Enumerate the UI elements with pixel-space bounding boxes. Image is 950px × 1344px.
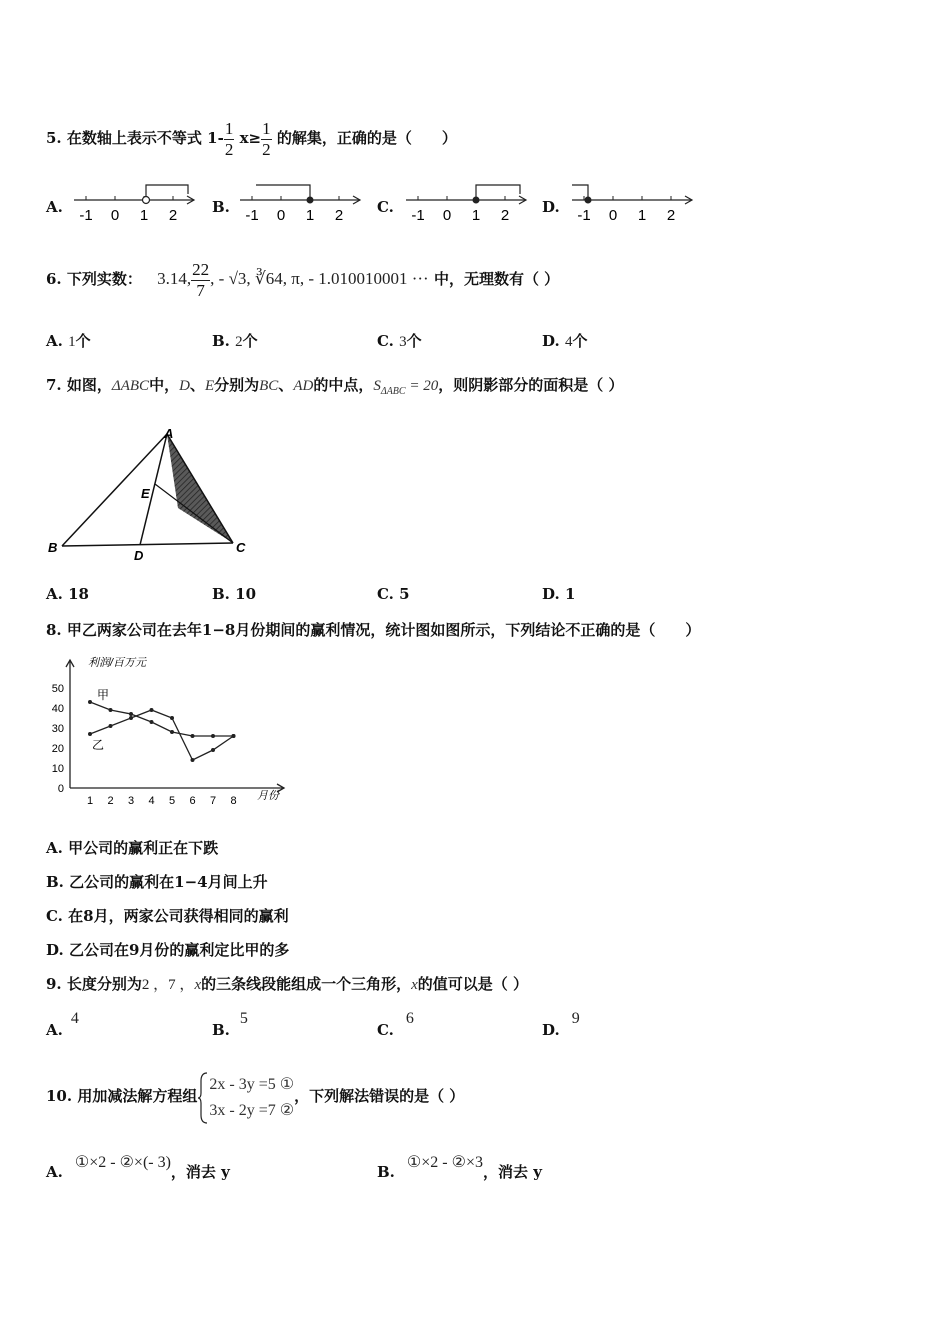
chart-y-tick-label: 0 xyxy=(57,783,64,795)
q5-ineq-left: 1- xyxy=(207,129,224,147)
q10-equation-system xyxy=(197,1067,294,1127)
svg-text:0: 0 xyxy=(276,207,286,224)
svg-text:-1: -1 xyxy=(411,207,425,224)
q8-option-b: B. 乙公司的赢利在1−4月间上升 xyxy=(46,873,268,891)
q6-frac: $\frac{22}{7}$ xyxy=(192,259,210,300)
svg-text:2: 2 xyxy=(334,207,344,224)
chart-x-tick-label: 7 xyxy=(209,795,217,807)
q6-text-after: 中，无理数有（ ） xyxy=(433,270,560,288)
q8-option-c: C. 在8月，两家公司获得相同的赢利 xyxy=(46,907,289,925)
q7-option-d: D. 1 xyxy=(542,585,576,603)
q5-option-c-label: C. xyxy=(377,198,394,216)
q7-math-area: $S_{\Delta ABC} = 20$ xyxy=(373,378,439,397)
chart-x-tick-label: 1 xyxy=(86,795,94,807)
q9-stem xyxy=(46,973,528,994)
chart-point xyxy=(150,720,154,724)
q7-option-a: A. 18 xyxy=(46,585,89,603)
chart-point xyxy=(88,700,92,704)
q5-option-d-label: D. xyxy=(542,198,560,216)
chart-point xyxy=(150,708,154,712)
q9-option-d: D.9 xyxy=(542,1010,580,1039)
q7-label-e: E xyxy=(141,486,150,501)
chart-y-axis-label: 利润/百万元 xyxy=(88,657,147,669)
q9-option-a: A.4 xyxy=(46,1010,79,1039)
q7-text-7: ，则阴影部分的面积是（ ） xyxy=(438,376,624,394)
q5-option-b-label: B. xyxy=(212,198,230,216)
q6-option-c: C. 3个 xyxy=(377,332,422,350)
svg-text:1: 1 xyxy=(305,207,315,224)
chart-point xyxy=(88,732,92,736)
q7-text-3: 、 xyxy=(189,376,205,394)
chart-point xyxy=(129,712,133,716)
q7-math-ad: AD xyxy=(293,378,314,394)
chart-x-tick-label: 8 xyxy=(230,795,237,807)
svg-text:1: 1 xyxy=(637,207,647,224)
q6-option-a: A. 1个 xyxy=(46,332,91,350)
q7-label-b: B xyxy=(48,540,58,555)
q10-eq1: 2x - 3y =5 ① xyxy=(209,1076,295,1093)
q6-math-a: 3.14, xyxy=(157,269,192,288)
svg-text:0: 0 xyxy=(608,207,618,224)
chart-x-tick-label: 4 xyxy=(148,795,155,807)
q9-text-1: 长度分别为 xyxy=(66,975,142,993)
chart-x-tick-label: 6 xyxy=(189,795,196,807)
chart-point xyxy=(170,716,174,720)
q5-text-after: 的解集，正确的是（ ） xyxy=(276,129,457,147)
q5-text-before: 在数轴上表示不等式 xyxy=(66,129,202,147)
svg-text:2: 2 xyxy=(500,207,510,224)
chart-point xyxy=(170,730,174,734)
q10-eq2: 3x - 2y =7 ② xyxy=(209,1102,295,1119)
q5-ineq-mid: x≥ xyxy=(239,129,262,147)
svg-text:1: 1 xyxy=(471,207,481,224)
q7-label-d: D xyxy=(134,548,144,563)
q5-option-b-numberline xyxy=(236,180,366,226)
chart-series-label-yi: 乙 xyxy=(92,738,105,752)
q9-text-2: 的三条线段能组成一个三角形， xyxy=(201,975,412,993)
chart-y-tick-label: 20 xyxy=(51,743,64,755)
q5-option-c-numberline xyxy=(402,180,532,226)
chart-point xyxy=(191,734,195,738)
svg-text:-1: -1 xyxy=(577,207,591,224)
chart-x-tick-label: 2 xyxy=(107,795,114,807)
chart-y-tick-label: 30 xyxy=(51,723,64,735)
q7-number: 7. xyxy=(46,376,62,394)
q8-option-d: D. 乙公司在9月份的赢利定比甲的多 xyxy=(46,941,290,959)
chart-x-tick-label: 3 xyxy=(127,795,135,807)
svg-text:2: 2 xyxy=(666,207,676,224)
q6-option-b: B. 2个 xyxy=(212,332,258,350)
chart-point xyxy=(129,716,133,720)
chart-y-tick-label: 40 xyxy=(51,703,64,715)
q7-text-4: 分别为 xyxy=(214,376,260,394)
chart-series-line-0 xyxy=(90,702,234,736)
q7-triangle-figure xyxy=(44,424,258,566)
q6-math-b: , - √3, ∛64, π, - 1.010010001 ··· xyxy=(210,269,429,288)
q7-math-bc: BC xyxy=(259,378,279,394)
q7-stem xyxy=(46,372,623,405)
q7-text-6: 的中点， xyxy=(313,376,374,394)
q7-math-d: D xyxy=(179,378,190,394)
q6-option-d: D. 4个 xyxy=(542,332,588,350)
chart-point xyxy=(109,708,113,712)
q9-math-values: 2 ，7 ， xyxy=(141,977,195,993)
q5-number: 5. xyxy=(46,129,62,147)
q9-math-x-2: x xyxy=(411,977,418,993)
chart-x-tick-label: 5 xyxy=(168,795,176,807)
chart-point xyxy=(191,758,195,762)
q7-option-c: C. 5 xyxy=(377,585,410,603)
chart-point xyxy=(232,734,236,738)
q9-text-3: 的值可以是（ ） xyxy=(417,975,529,993)
q7-math-e: E xyxy=(204,378,215,394)
q8-option-a: A. 甲公司的赢利正在下跌 xyxy=(46,839,219,857)
chart-axes xyxy=(66,660,284,792)
q9-option-b: B.5 xyxy=(212,1010,248,1039)
chart-x-axis-label: 月份 xyxy=(257,790,279,802)
q8-line-chart xyxy=(44,652,294,812)
q5-stem xyxy=(46,116,457,160)
q6-text-before: 下列实数： xyxy=(66,270,142,288)
q8-number: 8. xyxy=(46,621,62,639)
q10-text-before: 用加减法解方程组 xyxy=(77,1087,198,1105)
chart-series xyxy=(88,700,236,762)
q10-stem xyxy=(46,1066,464,1126)
chart-y-tick-label: 10 xyxy=(51,763,64,775)
q5-option-d-numberline xyxy=(568,180,698,226)
q9-number: 9. xyxy=(46,975,62,993)
chart-y-tick-label: 50 xyxy=(51,683,64,695)
q7-text-2: 中， xyxy=(149,376,180,394)
chart-point xyxy=(211,748,215,752)
q10-number: 10. xyxy=(46,1087,73,1105)
q5-frac-1: $\frac{1}{2}$ xyxy=(224,118,234,159)
svg-text:0: 0 xyxy=(442,207,452,224)
chart-series-label-jia: 甲 xyxy=(97,688,110,702)
q6-stem xyxy=(46,254,559,304)
q7-label-a: A xyxy=(164,426,174,441)
q7-option-b: B. 10 xyxy=(212,585,257,603)
q8-text: 甲乙两家公司在去年1−8月份期间的赢利情况，统计图如图所示，下列结论不正确的是（ ） xyxy=(66,621,701,639)
svg-text:0: 0 xyxy=(110,207,120,224)
chart-point xyxy=(109,724,113,728)
q9-option-c: C.6 xyxy=(377,1010,414,1039)
q5-option-a-numberline xyxy=(70,180,200,226)
svg-text:-1: -1 xyxy=(245,207,259,224)
svg-text:-1: -1 xyxy=(79,207,93,224)
q7-text-1: 如图， xyxy=(66,376,112,394)
q7-text-5: 、 xyxy=(278,376,294,394)
q6-number: 6. xyxy=(46,270,62,288)
svg-text:2: 2 xyxy=(168,207,178,224)
q5-option-a-label: A. xyxy=(46,198,63,216)
chart-point xyxy=(211,734,215,738)
q5-frac-2: $\frac{1}{2}$ xyxy=(262,118,271,159)
q8-stem xyxy=(46,619,700,640)
q7-math-triangle: ΔABC xyxy=(111,378,150,394)
q7-label-c: C xyxy=(236,540,246,555)
q10-option-b: B.①×2 - ②×3，消去 y xyxy=(377,1154,542,1181)
q9-math-x: x xyxy=(194,977,202,993)
svg-text:1: 1 xyxy=(139,207,149,224)
q10-option-a: A.①×2 - ②×(- 3)，消去 y xyxy=(46,1154,230,1181)
q10-text-after: ，下列解法错误的是（ ） xyxy=(294,1087,465,1105)
